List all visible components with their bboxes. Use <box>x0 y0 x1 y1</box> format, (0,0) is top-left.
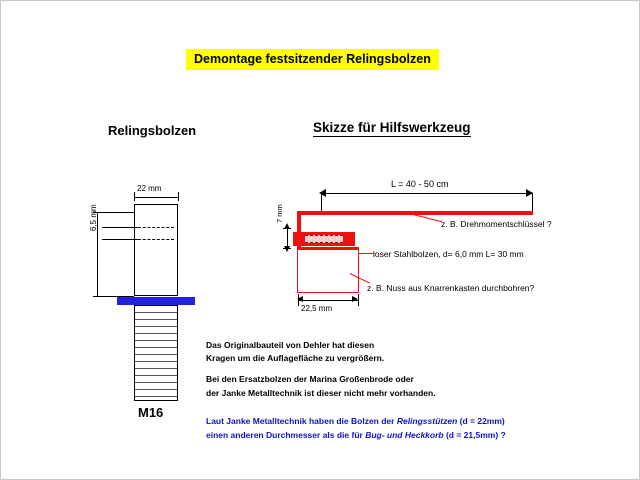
bolt-head-rectangle <box>134 204 178 296</box>
heading-skizze: Skizze für Hilfswerkzeug <box>313 120 471 135</box>
note-block-original-part <box>206 339 436 400</box>
dimension-tick-right <box>178 192 179 201</box>
dimension-tick-left <box>134 192 135 201</box>
leader-line-2 <box>102 239 138 240</box>
note-line-4: der Janke Metalltechnik ist dieser nicht mehr vorhanden. <box>206 387 436 398</box>
annotation-socket: z. B. Nuss aus Knarrenkasten durchbohren? <box>367 283 535 293</box>
note-line-1: Das Originalbauteil von Dehler hat diesen <box>206 340 375 350</box>
note-line-3: Bei den Ersatzbolzen der Marina Großenbrode oder <box>206 374 414 385</box>
dimension-line-width <box>134 197 178 198</box>
annotation-wrench: z. B. Drehmomentschlüssel ? <box>441 219 552 229</box>
blue-collar-flange <box>117 297 195 305</box>
blue-note-text-d: einen anderen Durchmesser als die für <box>206 429 366 440</box>
leader-line-1 <box>102 227 138 228</box>
blue-note-text-f: (d = 21,5mm) ? <box>443 429 506 440</box>
arrow-down-7mm <box>284 246 290 252</box>
title-banner: Demontage festsitzender Relingsbolzen <box>186 49 439 70</box>
dimension-label-65mm: 6,5 mm <box>89 204 98 231</box>
dimension-label-7mm: 7 mm <box>275 204 284 223</box>
arrow-up-7mm <box>284 223 290 229</box>
bolt-dashed-line-upper <box>138 227 174 228</box>
annotation-bolt: loser Stahlbolzen, d= 6,0 mm L= 30 mm <box>373 249 524 259</box>
note-block-diameters <box>206 415 506 442</box>
socket-outline <box>297 249 359 293</box>
arrow-left-225 <box>297 296 303 302</box>
blue-note-emphasis-bugheckkorb: Bug- und Heckkorb <box>365 429 444 440</box>
dimension-label-225mm: 22,5 mm <box>301 304 333 313</box>
dimension-line-225mm <box>298 300 358 301</box>
bolt-dashed-line-lower <box>138 239 174 240</box>
dimension-line-length <box>321 193 533 194</box>
label-m16: M16 <box>138 405 164 420</box>
note-line-2: Kragen um die Auflagefläche zu vergrößern. <box>206 353 385 364</box>
dimension-label-22mm: 22 mm <box>137 184 162 193</box>
blue-note-line-1 <box>206 415 506 429</box>
thread-hatching <box>135 306 177 400</box>
blue-note-emphasis-relingsstuetzen: Relingsstützen <box>396 416 458 426</box>
leader-line-bolt <box>358 253 374 254</box>
note-spacer <box>206 365 436 373</box>
dimension-line-7mm <box>287 228 288 248</box>
heading-relingsbolzen: Relingsbolzen <box>108 123 197 138</box>
loose-steel-bolt-inner <box>305 235 343 243</box>
arrow-right-225 <box>352 296 358 302</box>
bolt-threaded-shank <box>134 305 178 401</box>
dimension-cap-bottom <box>93 296 102 297</box>
dimension-extension-225-right <box>358 294 359 306</box>
leader-line-4 <box>102 212 134 213</box>
dimension-label-length: L = 40 - 50 cm <box>391 179 449 189</box>
blue-note-line-2 <box>206 429 506 443</box>
blue-note-text-a: Laut Janke Metalltechnik haben die Bolzen der <box>206 416 397 426</box>
blue-note-text-c: (d = 22mm) <box>457 416 505 426</box>
